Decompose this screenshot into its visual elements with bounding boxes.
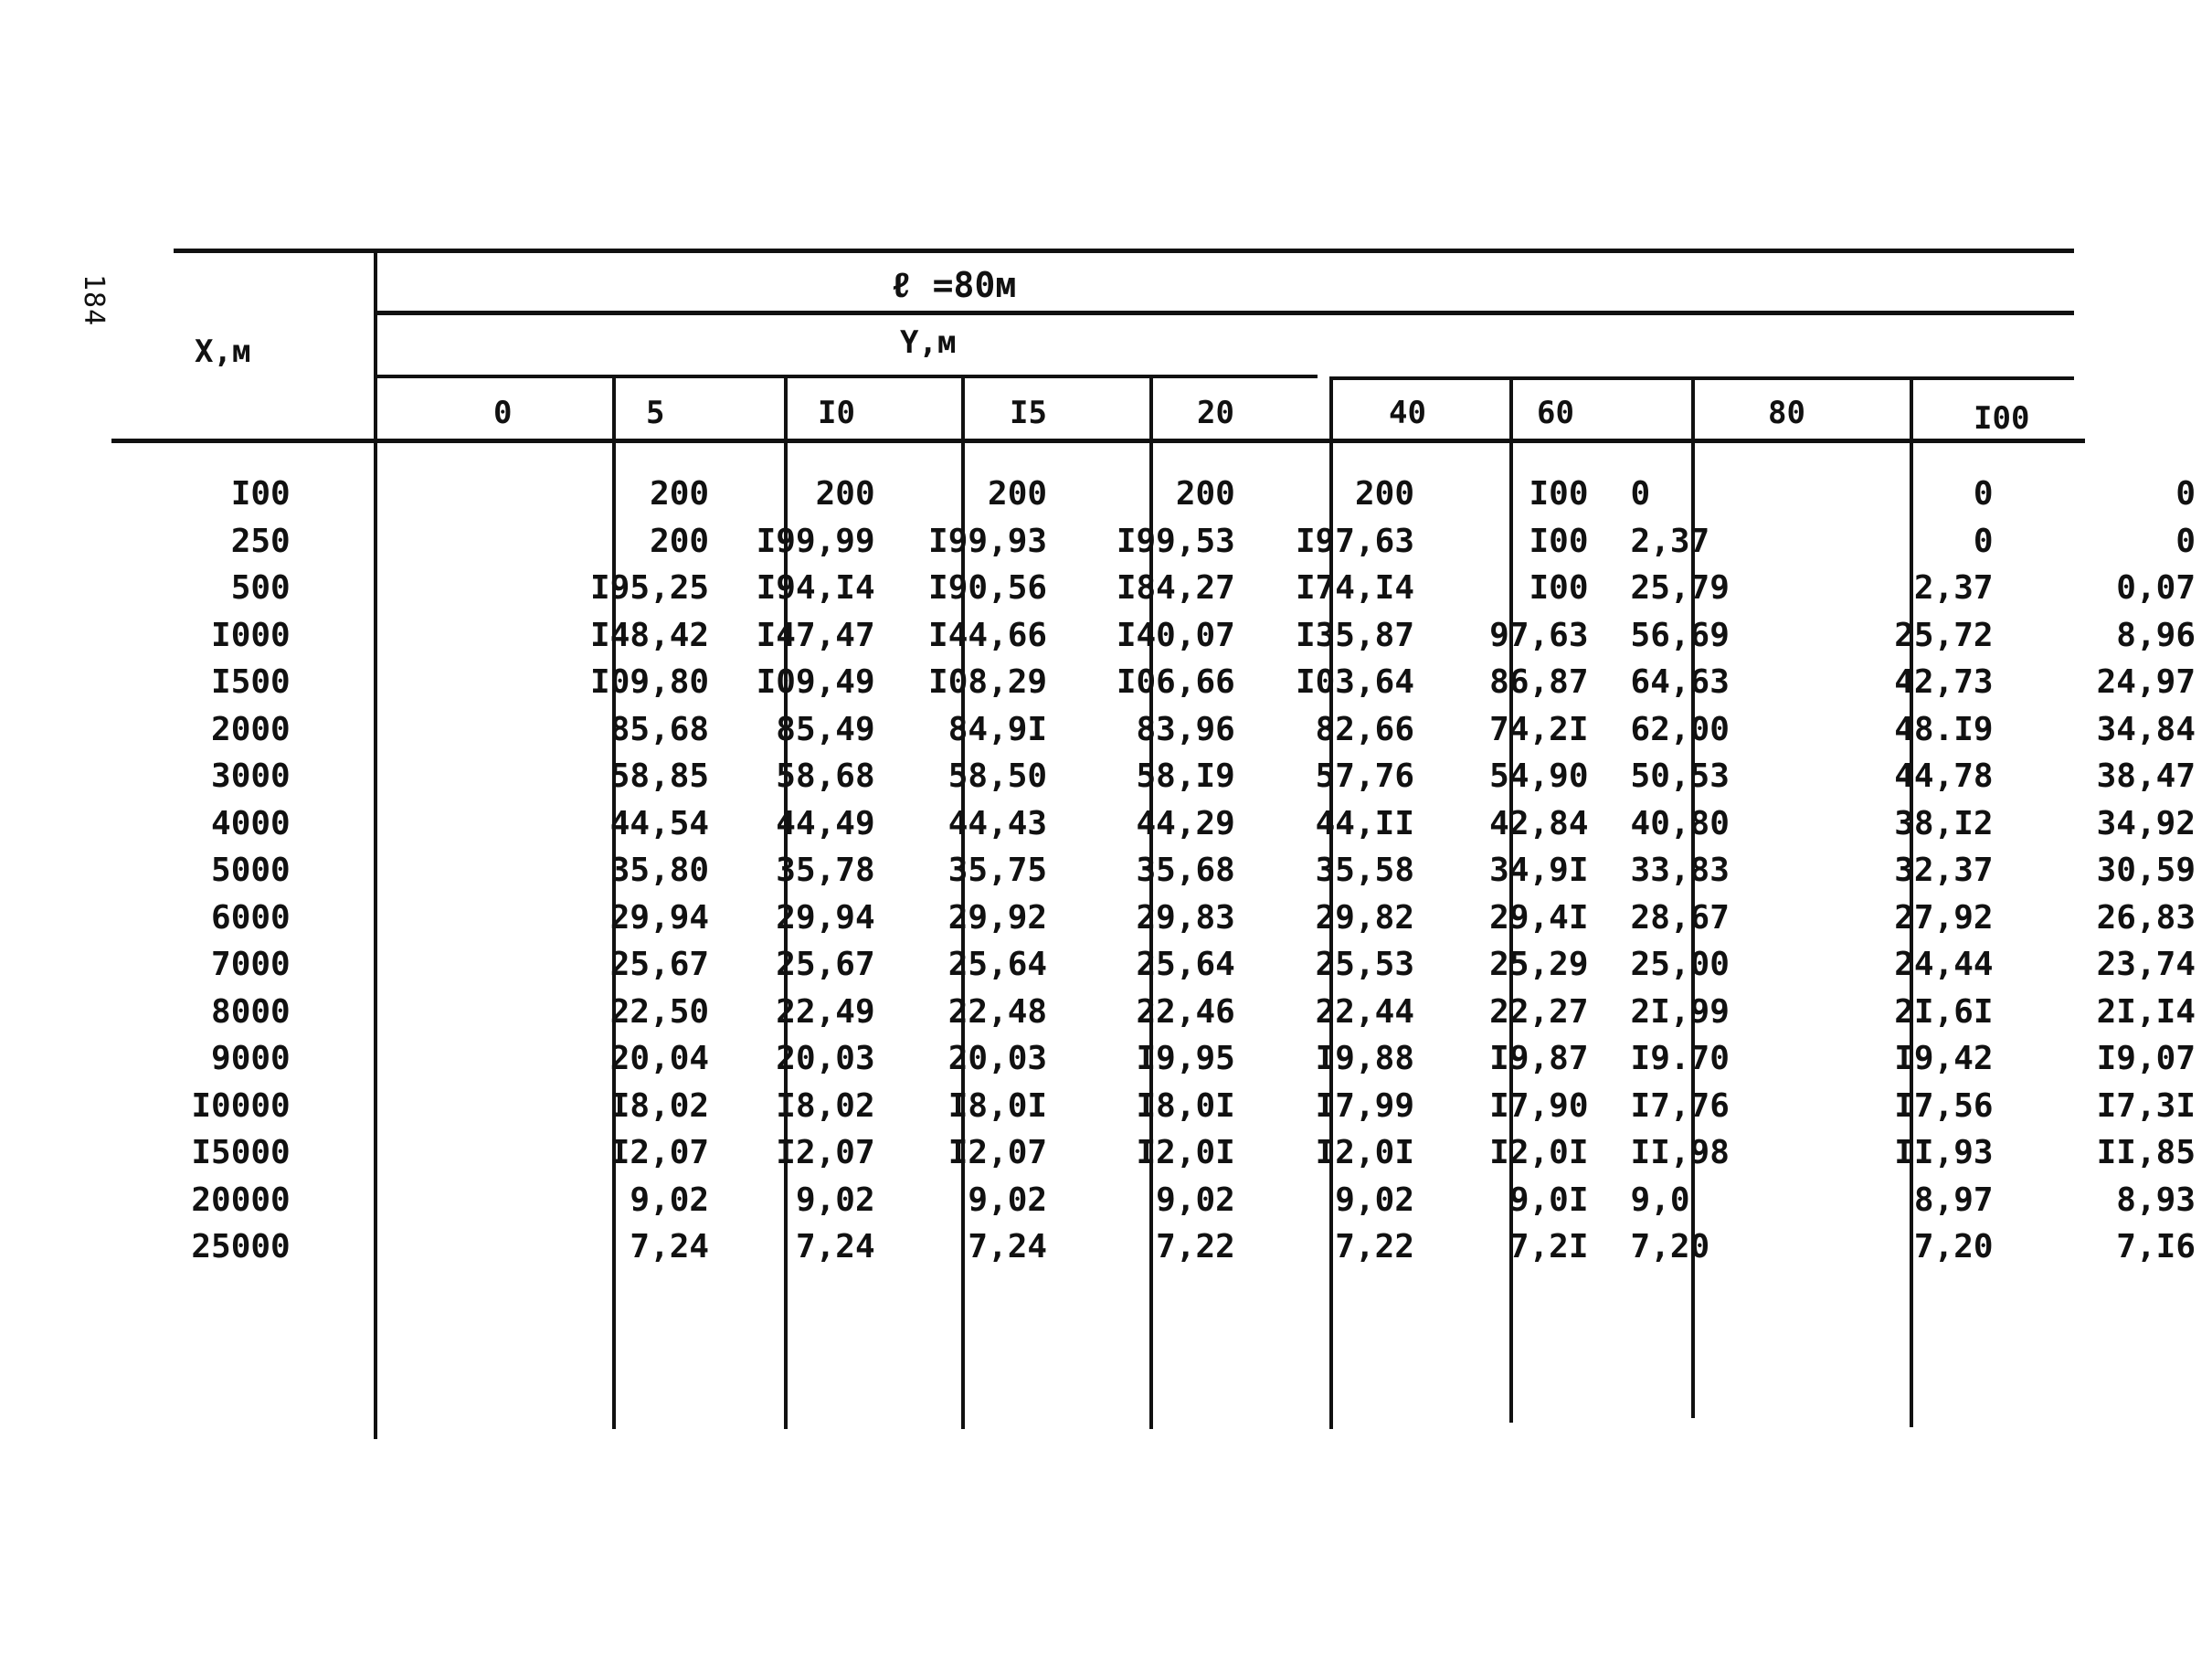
value-cell: I8,02	[609, 1086, 710, 1125]
value-cell: I00	[1529, 569, 1589, 608]
value-cell: I99,93	[928, 522, 1048, 560]
value-cell: 34,92	[2096, 804, 2196, 842]
value-cell: 9,0I	[1508, 1181, 1589, 1219]
x-value-cell: 500	[230, 569, 291, 608]
value-cell: 9,02	[795, 1181, 875, 1219]
value-cell: 200	[988, 475, 1048, 514]
value-cell: 29,83	[1136, 898, 1235, 937]
x-value-cell: I0000	[191, 1086, 291, 1125]
x-axis-header: X,м	[195, 334, 251, 370]
value-cell: 200	[1354, 475, 1414, 514]
value-cell: I2,0I	[1315, 1134, 1414, 1172]
y-rule	[376, 375, 1318, 378]
value-cell: 34,84	[2096, 710, 2196, 748]
value-cell: 7,24	[795, 1228, 875, 1266]
value-cell: 50,53	[1630, 757, 1730, 796]
x-value-cell: 25000	[191, 1228, 291, 1266]
value-cell: 29,94	[609, 898, 710, 937]
value-cell: I00	[1529, 522, 1589, 560]
column-header-y-80: 80	[1768, 395, 1805, 431]
x-value-cell: I500	[211, 663, 291, 702]
value-cell: I7,3I	[2096, 1086, 2196, 1125]
value-cell: 74,2I	[1489, 710, 1589, 748]
top-rule	[174, 249, 2074, 253]
value-cell: 33,83	[1630, 852, 1730, 890]
value-cell: 29,82	[1315, 898, 1414, 937]
column-header-y-15: I5	[1010, 395, 1047, 431]
value-cell: 42,84	[1489, 804, 1589, 842]
value-cell: 0,07	[2116, 569, 2196, 608]
column-header-y-0: 0	[493, 395, 513, 431]
value-cell: 58,68	[776, 757, 875, 796]
value-cell: 35,78	[776, 852, 875, 890]
x-value-cell: 7000	[211, 946, 291, 984]
value-cell: 22,50	[609, 992, 710, 1031]
table-row	[137, 1177, 2212, 1224]
value-cell: 85,68	[609, 710, 710, 748]
value-cell: 85,49	[776, 710, 875, 748]
value-cell: 34,9I	[1489, 852, 1589, 890]
value-cell: I2,07	[609, 1134, 710, 1172]
value-cell: 22,44	[1315, 992, 1414, 1031]
value-cell: 2,37	[1913, 569, 1994, 608]
value-cell: 25,79	[1630, 569, 1730, 608]
value-cell: 44,49	[776, 804, 875, 842]
table-row	[137, 847, 2212, 895]
value-cell: 44,43	[947, 804, 1048, 842]
value-cell: I2,07	[947, 1134, 1048, 1172]
value-cell: 25,53	[1315, 946, 1414, 984]
value-cell: I08,29	[928, 663, 1048, 702]
value-cell: I09,80	[590, 663, 710, 702]
value-cell: 20,04	[609, 1040, 710, 1078]
value-cell: 9,02	[1156, 1181, 1235, 1219]
value-cell: 7,22	[1156, 1228, 1235, 1266]
table-row	[137, 471, 2212, 518]
value-cell: II,93	[1894, 1134, 1994, 1172]
value-cell: I03,64	[1295, 663, 1414, 702]
column-header-y-100: I00	[1974, 400, 2030, 437]
value-cell: 56,69	[1630, 616, 1730, 654]
value-cell: 86,87	[1489, 663, 1589, 702]
value-cell: 9,02	[630, 1181, 710, 1219]
value-cell: 58,50	[947, 757, 1048, 796]
value-cell: 2I,6I	[1894, 992, 1994, 1031]
value-cell: 29,4I	[1489, 898, 1589, 937]
x-value-cell: 20000	[191, 1181, 291, 1219]
value-cell: 0	[1973, 522, 1994, 560]
value-cell: 22,48	[947, 992, 1048, 1031]
value-cell: I9,88	[1315, 1040, 1414, 1078]
value-cell: 83,96	[1136, 710, 1235, 748]
value-cell: 7,20	[1913, 1228, 1994, 1266]
value-cell: 35,80	[609, 852, 710, 890]
value-cell: I2,07	[776, 1134, 875, 1172]
value-cell: 44,78	[1894, 757, 1994, 796]
value-cell: 9,02	[968, 1181, 1048, 1219]
x-value-cell: 6000	[211, 898, 291, 937]
value-cell: 22,46	[1136, 992, 1235, 1031]
value-cell: I99,53	[1116, 522, 1235, 560]
value-cell: 2I,99	[1630, 992, 1730, 1031]
table-row	[137, 1129, 2212, 1177]
value-cell: 57,76	[1315, 757, 1414, 796]
value-cell: 0	[1630, 475, 1651, 514]
value-cell: I48,42	[590, 616, 710, 654]
value-cell: 20,03	[776, 1040, 875, 1078]
value-cell: 38,47	[2096, 757, 2196, 796]
value-cell: I7,76	[1630, 1086, 1730, 1125]
value-cell: 26,83	[2096, 898, 2196, 937]
value-cell: 2I,I4	[2096, 992, 2196, 1031]
value-cell: 27,92	[1894, 898, 1994, 937]
table-row	[137, 565, 2212, 612]
value-cell: 58,85	[609, 757, 710, 796]
value-cell: I2,0I	[1489, 1134, 1589, 1172]
value-cell: I9,07	[2096, 1040, 2196, 1078]
y-axis-header: Y,м	[900, 324, 957, 361]
value-cell: 24,97	[2096, 663, 2196, 702]
value-cell: I74,I4	[1295, 569, 1414, 608]
column-header-y-5: 5	[646, 395, 665, 431]
value-cell: 8,96	[2116, 616, 2196, 654]
value-cell: 82,66	[1315, 710, 1414, 748]
value-cell: 44,29	[1136, 804, 1235, 842]
x-value-cell: 5000	[211, 852, 291, 890]
value-cell: 25,64	[947, 946, 1048, 984]
value-cell: 20,03	[947, 1040, 1048, 1078]
value-cell: I97,63	[1295, 522, 1414, 560]
value-cell: 28,67	[1630, 898, 1730, 937]
value-cell: 200	[650, 475, 710, 514]
value-cell: 9,0	[1630, 1181, 1690, 1219]
value-cell: I9,87	[1489, 1040, 1589, 1078]
l-header: ℓ =80м	[891, 265, 1017, 305]
value-cell: 8,97	[1913, 1181, 1994, 1219]
value-cell: II,98	[1630, 1134, 1730, 1172]
x-value-cell: 8000	[211, 992, 291, 1031]
data-table	[137, 471, 2212, 1271]
x-value-cell: I00	[230, 475, 291, 514]
value-cell: 25,72	[1894, 616, 1994, 654]
table-row	[137, 895, 2212, 942]
x-value-cell: 2000	[211, 710, 291, 748]
value-cell: I44,66	[928, 616, 1048, 654]
value-cell: 25,00	[1630, 946, 1730, 984]
table-row	[137, 659, 2212, 706]
value-cell: I00	[1529, 475, 1589, 514]
table-row	[137, 1223, 2212, 1271]
value-cell: I7,56	[1894, 1086, 1994, 1125]
x-value-cell: I000	[211, 616, 291, 654]
x-value-cell: 250	[230, 522, 291, 560]
value-cell: I99,99	[756, 522, 875, 560]
value-cell: I09,49	[756, 663, 875, 702]
table-row	[137, 1035, 2212, 1083]
value-cell: I35,87	[1295, 616, 1414, 654]
column-header-y-40: 40	[1389, 395, 1426, 431]
table-row	[137, 518, 2212, 566]
table-body	[137, 471, 2212, 1271]
value-cell: 24,44	[1894, 946, 1994, 984]
value-cell: 7,24	[630, 1228, 710, 1266]
value-cell: I8,0I	[947, 1086, 1048, 1125]
value-cell: 22,49	[776, 992, 875, 1031]
value-cell: 0	[2175, 475, 2196, 514]
table-row	[137, 706, 2212, 754]
table-row	[137, 1083, 2212, 1130]
value-cell: 29,94	[776, 898, 875, 937]
value-cell: 64,63	[1630, 663, 1730, 702]
value-cell: I9,42	[1894, 1040, 1994, 1078]
value-cell: I84,27	[1116, 569, 1235, 608]
value-cell: I9,95	[1136, 1040, 1235, 1078]
column-header-y-10: I0	[818, 395, 855, 431]
value-cell: 42,73	[1894, 663, 1994, 702]
value-cell: 200	[815, 475, 875, 514]
value-cell: 25,67	[609, 946, 710, 984]
value-cell: 0	[1973, 475, 1994, 514]
value-cell: I06,66	[1116, 663, 1235, 702]
value-cell: 9,02	[1335, 1181, 1414, 1219]
value-cell: 35,58	[1315, 852, 1414, 890]
value-cell: I95,25	[590, 569, 710, 608]
y-rule-right	[1331, 376, 2074, 380]
value-cell: 58,I9	[1136, 757, 1235, 796]
value-cell: 97,63	[1489, 616, 1589, 654]
value-cell: 7,2I	[1508, 1228, 1589, 1266]
value-cell: 200	[1175, 475, 1235, 514]
table-row	[137, 941, 2212, 989]
value-cell: I40,07	[1116, 616, 1235, 654]
value-cell: 48.I9	[1894, 710, 1994, 748]
column-header-y-20: 20	[1197, 395, 1234, 431]
value-cell: I8,02	[776, 1086, 875, 1125]
value-cell: 54,90	[1489, 757, 1589, 796]
value-cell: 200	[650, 522, 710, 560]
table-row	[137, 753, 2212, 800]
l-rule	[376, 311, 2074, 315]
value-cell: 7,22	[1335, 1228, 1414, 1266]
value-cell: 7,20	[1630, 1228, 1710, 1266]
value-cell: I47,47	[756, 616, 875, 654]
value-cell: I9.70	[1630, 1040, 1730, 1078]
value-cell: 22,27	[1489, 992, 1589, 1031]
table-row	[137, 989, 2212, 1036]
value-cell: 84,9I	[947, 710, 1048, 748]
value-cell: 30,59	[2096, 852, 2196, 890]
value-cell: 40,80	[1630, 804, 1730, 842]
value-cell: 38,I2	[1894, 804, 1994, 842]
value-cell: I7,90	[1489, 1086, 1589, 1125]
x-value-cell: 9000	[211, 1040, 291, 1078]
value-cell: 0	[2175, 522, 2196, 560]
value-cell: 44,54	[609, 804, 710, 842]
table-row	[137, 800, 2212, 848]
value-cell: 32,37	[1894, 852, 1994, 890]
value-cell: I2,0I	[1136, 1134, 1235, 1172]
value-cell: 7,I6	[2116, 1228, 2196, 1266]
value-cell: 44,II	[1315, 804, 1414, 842]
value-cell: I8,0I	[1136, 1086, 1235, 1125]
header-bottom-rule	[111, 439, 2085, 443]
value-cell: 29,92	[947, 898, 1048, 937]
x-value-cell: I5000	[191, 1134, 291, 1172]
value-cell: 2,37	[1630, 522, 1710, 560]
value-cell: I7,99	[1315, 1086, 1414, 1125]
value-cell: 8,93	[2116, 1181, 2196, 1219]
value-cell: I90,56	[928, 569, 1048, 608]
column-header-y-60: 60	[1537, 395, 1574, 431]
x-value-cell: 3000	[211, 757, 291, 796]
value-cell: 35,68	[1136, 852, 1235, 890]
value-cell: 62,00	[1630, 710, 1730, 748]
value-cell: 25,29	[1489, 946, 1589, 984]
table-row	[137, 612, 2212, 660]
value-cell: 23,74	[2096, 946, 2196, 984]
value-cell: I94,I4	[756, 569, 875, 608]
value-cell: 7,24	[968, 1228, 1048, 1266]
value-cell: II,85	[2096, 1134, 2196, 1172]
page-number: 184	[78, 274, 110, 327]
value-cell: 35,75	[947, 852, 1048, 890]
value-cell: 25,67	[776, 946, 875, 984]
value-cell: 25,64	[1136, 946, 1235, 984]
x-value-cell: 4000	[211, 804, 291, 842]
